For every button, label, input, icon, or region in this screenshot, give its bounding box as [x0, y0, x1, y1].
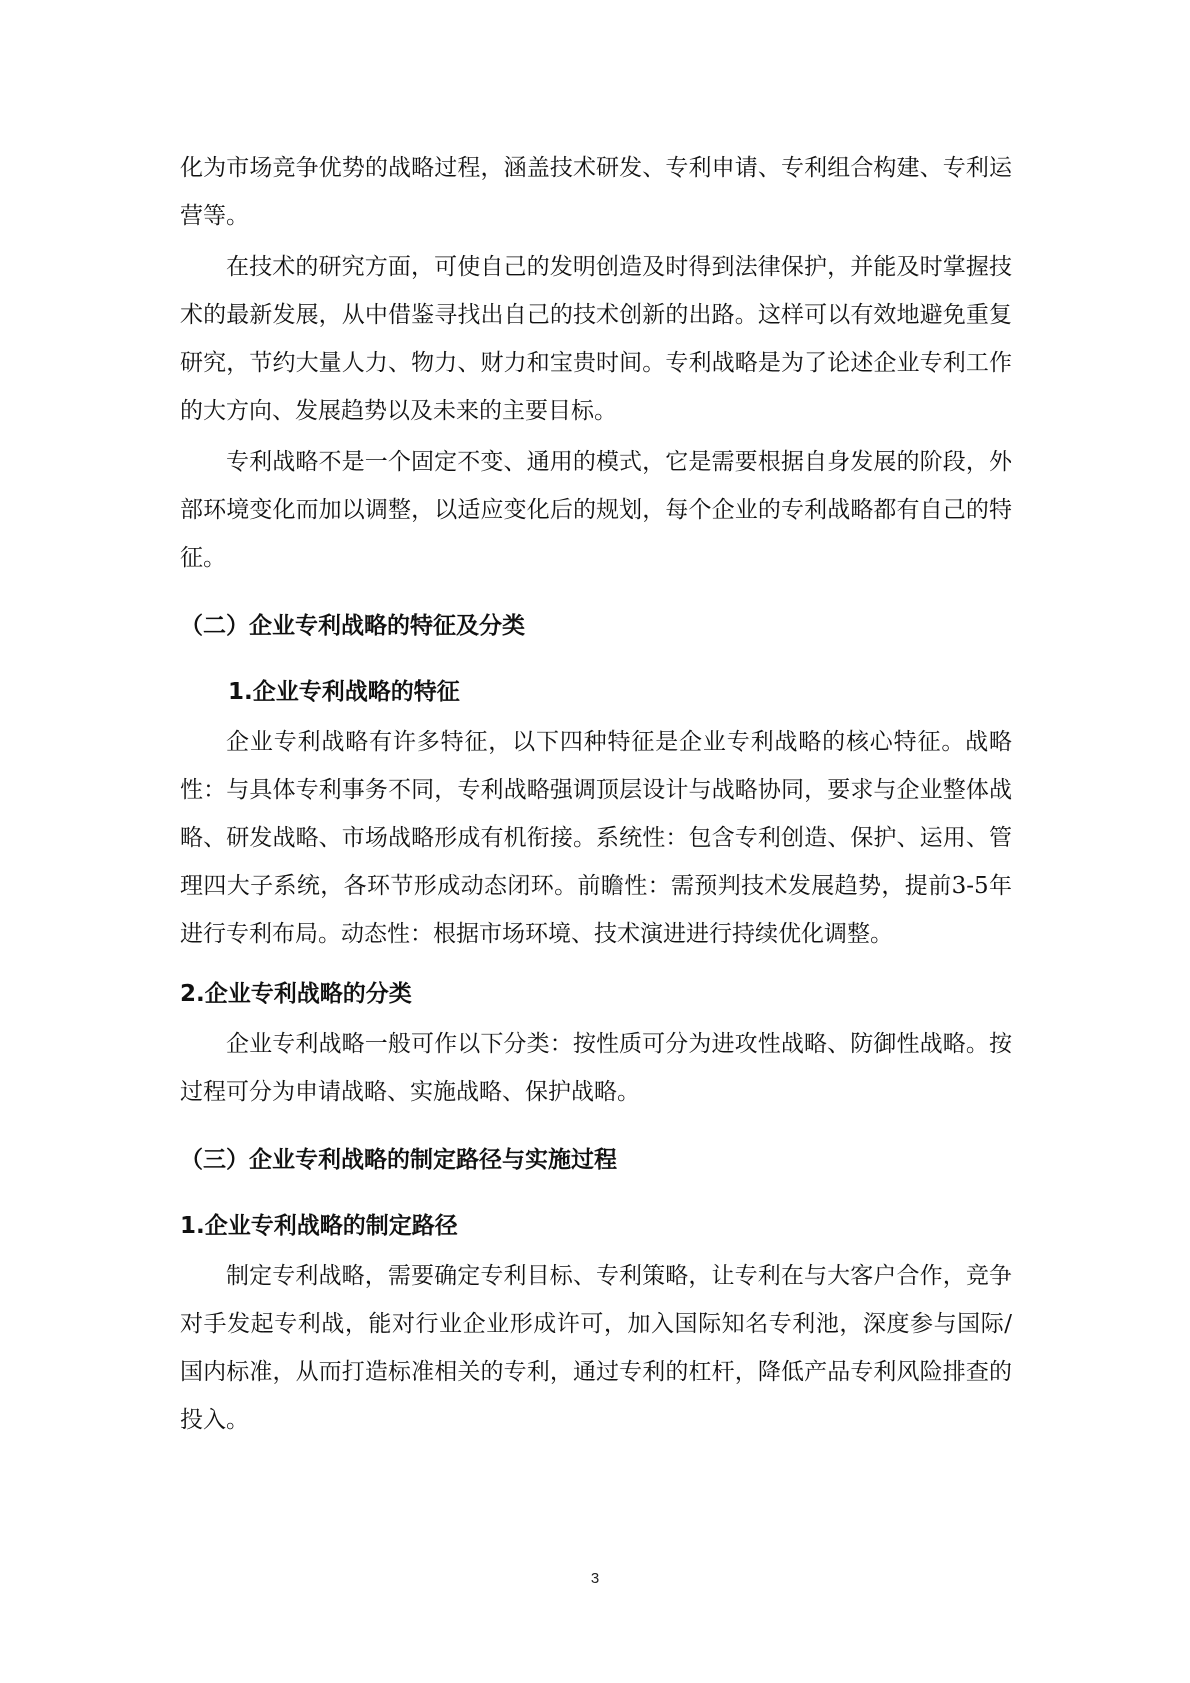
subheading-characteristics: 1.企业专利战略的特征	[228, 679, 460, 705]
paragraph-classification: 企业专利战略一般可作以下分类：按性质可分为进攻性战略、防御性战略。按过程可分为申请战略、实施战略、保护战略。	[180, 1031, 1012, 1105]
paragraph-formulation-path: 制定专利战略，需要确定专利目标、专利策略，让专利在与大客户合作，竞争对手发起专利战，能对行业企业形成许可，加入国际知名专利池，深度参与国际/国内标准，从而打造标准相关的专利，通过专利的杠杆，降低产品专利风险排查的投入。	[180, 1263, 1012, 1433]
section-heading-characteristics-classification: （二）企业专利战略的特征及分类	[180, 613, 525, 639]
paragraph-technical-research: 在技术的研究方面，可使自己的发明创造及时得到法律保护，并能及时掌握技术的最新发展，从中借鉴寻找出自己的技术创新的出路。这样可以有效地避免重复研究，节约大量人力、物力、财力和宝贵时间。专利战略是为了论述企业专利工作的大方向、发展趋势以及未来的主要目标。	[180, 254, 1012, 424]
paragraph-characteristics: 企业专利战略有许多特征，以下四种特征是企业专利战略的核心特征。战略性：与具体专利事务不同，专利战略强调顶层设计与战略协同，要求与企业整体战略、研发战略、市场战略形成有机衔接。系统性：包含专利创造、保护、运用、管理四大子系统，各环节形成动态闭环。前瞻性：需预判技术发展趋势，提前3-5年进行专利布局。动态性：根据市场环境、技术演进进行持续优化调整。	[180, 729, 1012, 947]
paragraph-strategy-adaptation: 专利战略不是一个固定不变、通用的模式，它是需要根据自身发展的阶段，外部环境变化而加以调整，以适应变化后的规划，每个企业的专利战略都有自己的特征。	[180, 449, 1012, 571]
subheading-classification: 2.企业专利战略的分类	[180, 981, 412, 1007]
subheading-formulation-path: 1.企业专利战略的制定路径	[180, 1213, 458, 1239]
page-content	[180, 144, 1012, 1444]
section-heading-formulation-implementation: （三）企业专利战略的制定路径与实施过程	[180, 1147, 617, 1173]
page-number: 3	[590, 1570, 600, 1587]
paragraph-strategy-definition-end: 化为市场竞争优势的战略过程，涵盖技术研发、专利申请、专利组合构建、专利运营等。	[180, 155, 1012, 229]
